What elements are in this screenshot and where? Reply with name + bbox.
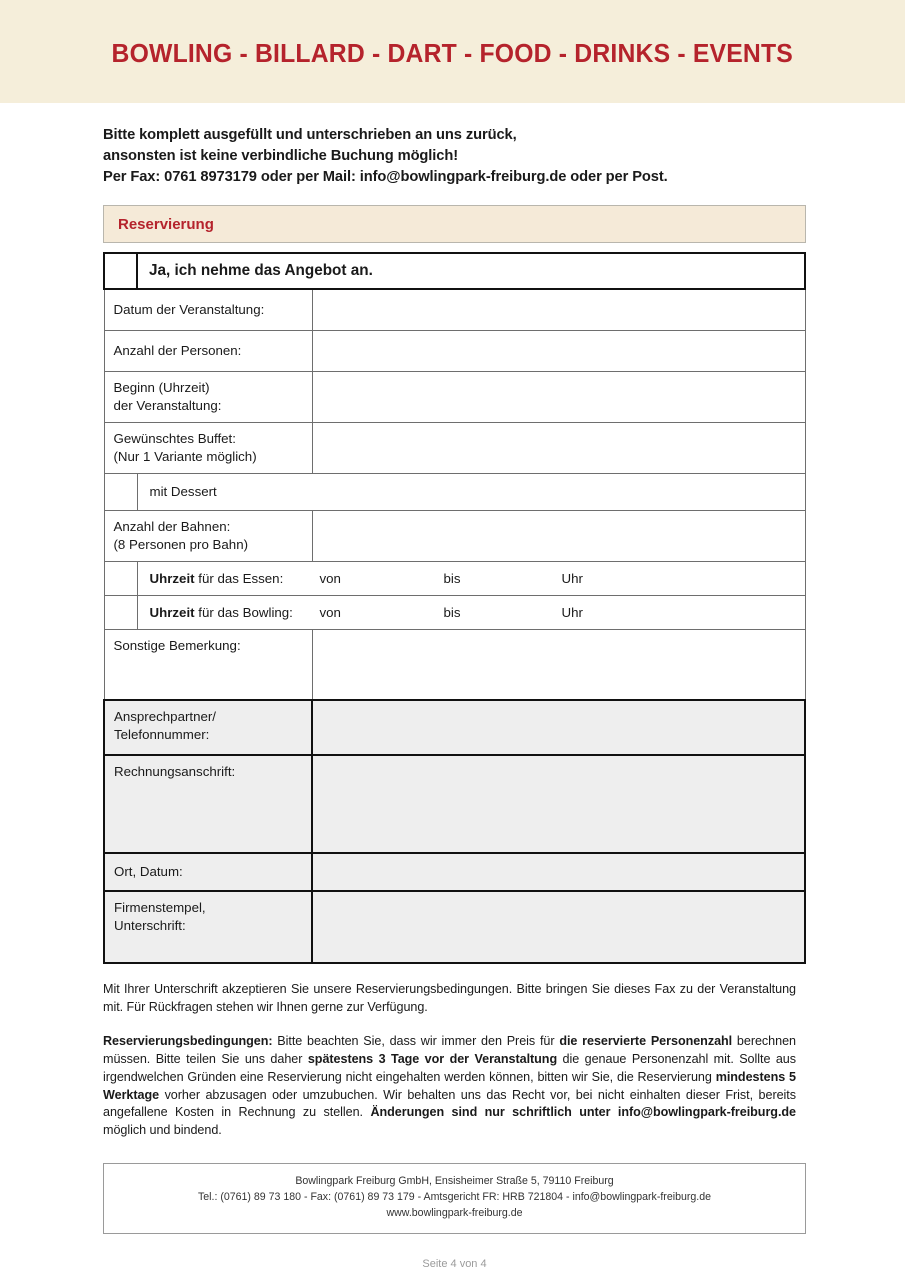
table-row <box>104 511 805 562</box>
content-column <box>103 125 808 1270</box>
terms-bold-5: Änderungen sind nur schriftlich unter info@bowlingpark-freiburg.de <box>370 1105 796 1120</box>
field-input-firmenstempel[interactable] <box>312 891 805 963</box>
uhrzeit-essen-row <box>104 562 805 596</box>
field-label-ansprechpartner <box>105 701 311 754</box>
company-footer-box <box>103 1163 806 1234</box>
terms-bold-4: mindestens 5 Werktage <box>103 1069 796 1102</box>
field-label-firmenstempel-line1: Firmenstempel, <box>114 900 206 916</box>
ansprechpartner-row <box>104 700 805 755</box>
intro-block <box>103 125 843 188</box>
dessert-row <box>104 474 805 511</box>
intro-line-1: Bitte komplett ausgefüllt und unterschrieben an uns zurück, <box>103 127 517 143</box>
table-row <box>104 289 805 331</box>
uhrzeit-bowling-label <box>150 605 320 620</box>
field-label-ort-datum: Ort, Datum: <box>114 864 183 880</box>
field-label-ansprechpartner-line2: Telefonnummer: <box>114 726 210 742</box>
table-row <box>104 372 805 423</box>
field-input-beginn[interactable] <box>312 372 805 423</box>
field-label-bahnen-line2: (8 Personen pro Bahn) <box>113 536 249 552</box>
reservation-terms-paragraph <box>103 1033 796 1140</box>
field-input-buffet[interactable] <box>312 423 805 474</box>
field-label-beginn-line2: der Veranstaltung: <box>113 397 222 413</box>
terms-bold-3: spätestens 3 Tage vor der Veranstaltung <box>307 1051 558 1066</box>
table-row <box>104 423 805 474</box>
uhrzeit-essen-label-rest: für das Essen: <box>194 571 284 587</box>
field-label-bemerkung: Sonstige Bemerkung: <box>113 638 241 654</box>
reservierung-title: Reservierung <box>118 215 214 233</box>
terms-text-2: berechnen müssen. Bitte teilen Sie uns daher <box>103 1033 796 1066</box>
uhrzeit-bowling-label-rest: für das Bowling: <box>194 605 293 621</box>
field-input-personen[interactable] <box>312 331 805 372</box>
field-input-rechnungsanschrift[interactable] <box>312 755 805 853</box>
field-input-datum[interactable] <box>312 289 805 331</box>
uhrzeit-bowling-line <box>138 605 805 620</box>
uhrzeit-bowling-checkbox[interactable] <box>104 596 137 630</box>
footer-line-2: Tel.: (0761) 89 73 180 - Fax: (0761) 89 73 179 - Amtsgericht FR: HRB 721804 - info@bowlingpark-freiburg.de <box>197 1191 712 1204</box>
field-label-buffet-line2: (Nur 1 Variante möglich) <box>113 448 257 464</box>
field-label-firmenstempel-line2: Unterschrift: <box>114 917 186 933</box>
table-row <box>104 331 805 372</box>
dessert-checkbox[interactable] <box>104 474 137 511</box>
uhrzeit-bowling-bis-label: bis <box>443 605 461 621</box>
field-label-beginn <box>105 372 312 422</box>
bemerkung-row <box>104 630 805 701</box>
field-label-bahnen-line1: Anzahl der Bahnen: <box>113 519 231 535</box>
field-label-personen: Anzahl der Personen: <box>113 343 242 359</box>
firmenstempel-row <box>104 891 805 963</box>
terms-heading: Reservierungsbedingungen: <box>103 1033 273 1048</box>
reservierung-section-header <box>103 205 806 243</box>
accept-offer-label: Ja, ich nehme das Angebot an. <box>149 262 373 280</box>
field-label-buffet <box>105 423 312 473</box>
uhrzeit-essen-checkbox[interactable] <box>104 562 137 596</box>
page-body <box>0 125 905 1270</box>
uhrzeit-bowling-uhr-label: Uhr <box>561 605 583 621</box>
field-label-bahnen <box>105 511 312 561</box>
field-label-firmenstempel <box>105 892 311 962</box>
terms-text-1: Bitte beachten Sie, dass wir immer den Preis für <box>272 1033 560 1048</box>
reservation-form-table <box>103 252 806 964</box>
signature-note-paragraph: Mit Ihrer Unterschrift akzeptieren Sie unsere Reservierungsbedingungen. Bitte bringen Sie dieses Fax zu der Veranstaltung mit. Für Rückfragen stehen wir Ihnen gerne zur Verfügung. <box>103 982 796 1015</box>
field-input-ansprechpartner[interactable] <box>312 700 805 755</box>
uhrzeit-essen-bis-label: bis <box>443 571 461 587</box>
terms-text-4: vorher abzusagen oder umzubuchen. Wir behalten uns das Recht vor, bei nicht einhalten dieser Frist, bereits angefallene Kosten in Rechnung zu stellen. <box>103 1087 796 1120</box>
uhrzeit-essen-label <box>150 571 320 586</box>
ort-datum-row <box>104 853 805 891</box>
field-label-buffet-line1: Gewünschtes Buffet: <box>113 431 236 447</box>
field-input-bemerkung[interactable] <box>312 630 805 701</box>
uhrzeit-bowling-label-bold: Uhrzeit <box>149 605 195 621</box>
footer-line-3: www.bowlingpark-freiburg.de <box>386 1207 523 1220</box>
uhrzeit-bowling-row <box>104 596 805 630</box>
field-label-ansprechpartner-line1: Ansprechpartner/ <box>114 709 216 725</box>
banner-title: BOWLING - BILLARD - DART - FOOD - DRINKS - EVENTS <box>111 40 794 68</box>
page-banner <box>0 0 905 103</box>
uhrzeit-essen-label-bold: Uhrzeit <box>149 571 195 587</box>
field-label-datum: Datum der Veranstaltung: <box>113 302 265 318</box>
accept-offer-row <box>104 253 805 289</box>
intro-line-3: Per Fax: 0761 8973179 oder per Mail: info@bowlingpark-freiburg.de oder per Post. <box>103 169 668 186</box>
uhrzeit-essen-uhr-label: Uhr <box>561 571 583 587</box>
terms-text-3: die genaue Personenzahl mit. Sollte aus irgendwelchen Gründen eine Reservierung nicht eingehalten werden können, bitten wir Sie, die Reservierung <box>103 1051 797 1084</box>
field-input-bahnen[interactable] <box>312 511 805 562</box>
uhrzeit-essen-line <box>138 571 805 586</box>
page-number: Seite 4 von 4 <box>422 1257 487 1270</box>
uhrzeit-essen-von-label: von <box>319 571 341 587</box>
footer-line-1: Bowlingpark Freiburg GmbH, Ensisheimer Straße 5, 79110 Freiburg <box>295 1175 614 1188</box>
terms-bold-2: die reservierte Personenzahl <box>559 1033 733 1048</box>
rechnungsanschrift-row <box>104 755 805 853</box>
uhrzeit-bowling-von-label: von <box>319 605 341 621</box>
field-label-beginn-line1: Beginn (Uhrzeit) <box>113 380 210 396</box>
terms-text-5: möglich und bindend. <box>103 1123 222 1138</box>
field-label-rechnungsanschrift: Rechnungsanschrift: <box>114 764 236 780</box>
dessert-label: mit Dessert <box>149 484 217 500</box>
intro-line-2: ansonsten ist keine verbindliche Buchung möglich! <box>103 148 459 165</box>
field-input-ort-datum[interactable] <box>312 853 805 891</box>
accept-offer-checkbox[interactable] <box>104 253 137 289</box>
